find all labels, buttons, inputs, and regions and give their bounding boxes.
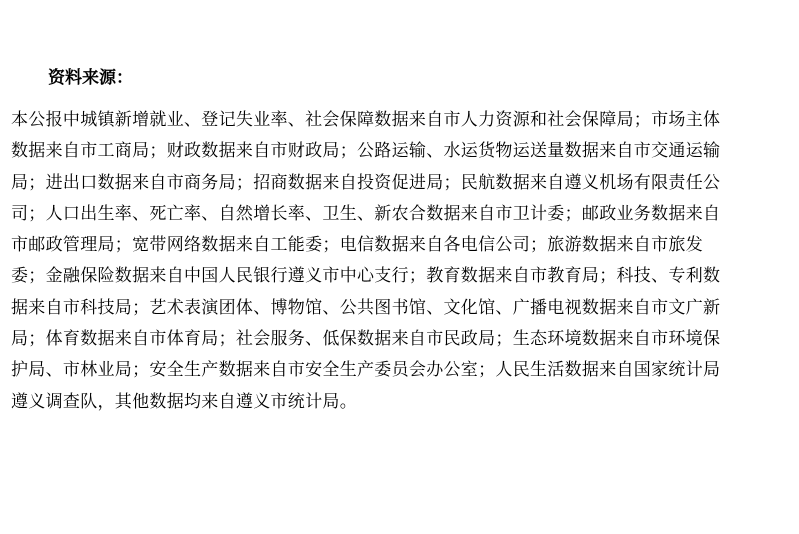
section-heading: 资料来源： <box>48 68 133 88</box>
paragraph-line: 局；体育数据来自市体育局；社会服务、低保数据来自市民政局；生态环境数据来自市环境保 <box>11 329 721 350</box>
paragraph-line: 据来自市科技局；艺术表演团体、博物馆、公共图书馆、文化馆、广播电视数据来自市文广新 <box>11 297 721 318</box>
paragraph-line: 本公报中城镇新增就业、登记失业率、社会保障数据来自市人力资源和社会保障局；市场主体 <box>11 110 721 130</box>
paragraph-line: 司；人口出生率、死亡率、自然增长率、卫生、新农合数据来自市卫计委；邮政业务数据来自 <box>11 203 721 224</box>
paragraph-line: 市邮政管理局；宽带网络数据来自工能委；电信数据来自各电信公司；旅游数据来自市旅发 <box>11 235 703 256</box>
paragraph-line: 数据来自市工商局；财政数据来自市财政局；公路运输、水运货物运送量数据来自市交通运输 <box>11 141 721 162</box>
paragraph-line: 委；金融保险数据来自中国人民银行遵义市中心支行；教育数据来自市教育局；科技、专利数 <box>11 266 721 287</box>
paragraph-line: 局；进出口数据来自市商务局；招商数据来自投资促进局；民航数据来自遵义机场有限责任公 <box>11 172 721 193</box>
source-paragraph <box>11 108 793 421</box>
paragraph-line: 遵义调查队，其他数据均来自遵义市统计局。 <box>11 391 357 412</box>
paragraph-line: 护局、市林业局；安全生产数据来自市安全生产委员会办公室；人民生活数据来自国家统计局 <box>11 360 721 381</box>
